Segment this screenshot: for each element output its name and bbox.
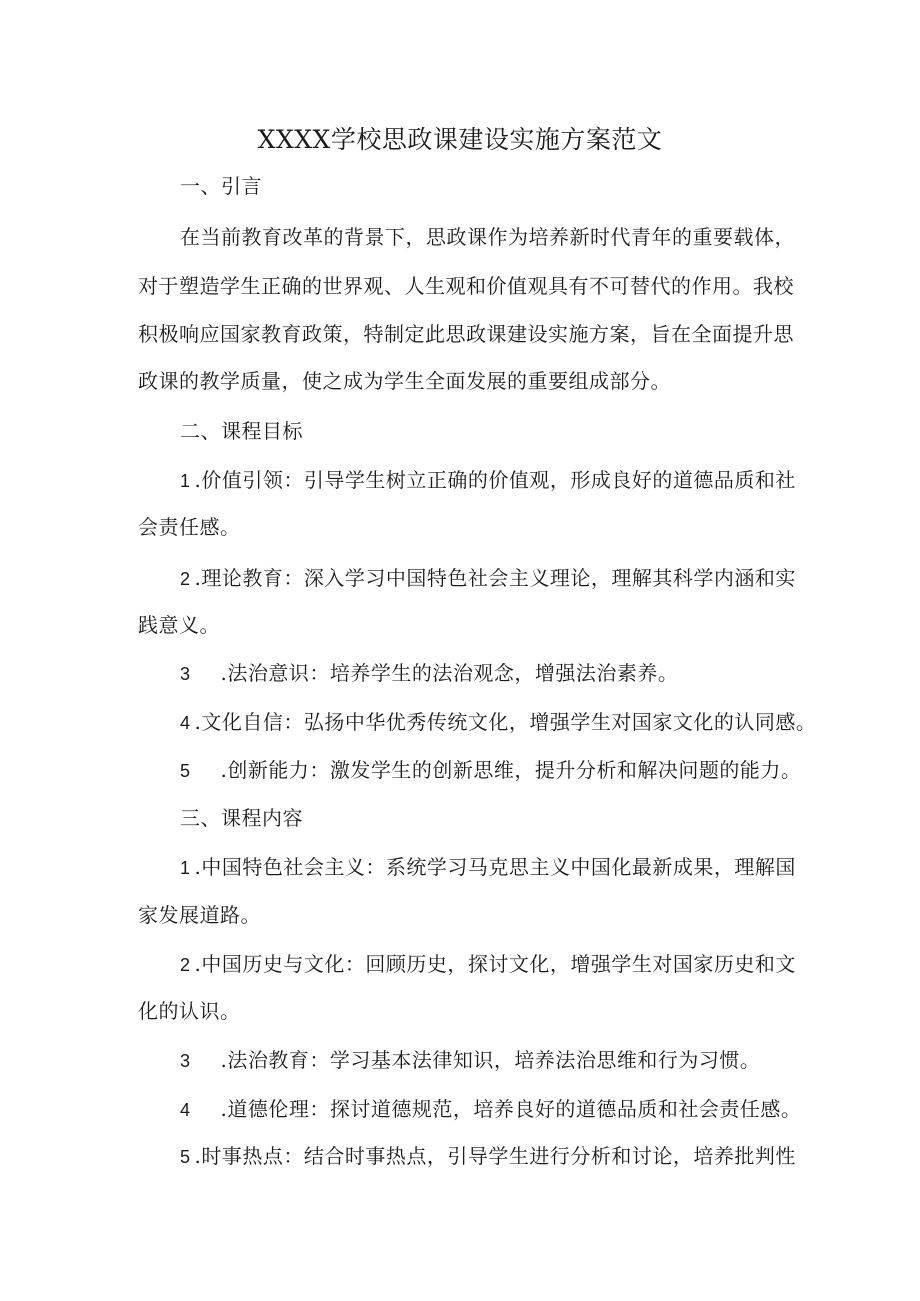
goal-item-3 [180,659,800,688]
list-item-text: .文化自信：弘扬中华优秀传统文化，增强学生对国家文化的认同感。 [194,710,817,734]
goal-item-5 [180,756,800,785]
list-number: 4 [180,1100,191,1120]
list-number: 2 [180,569,191,589]
content-item-1-continuation: 家发展道路。 [138,903,261,927]
goal-item-4 [180,708,817,737]
content-item-4 [180,1095,800,1124]
list-number: 5 [180,1147,191,1167]
content-item-3 [180,1046,800,1075]
content-item-1 [180,853,800,882]
goal-item-1 [180,466,800,495]
list-number: 4 [180,713,191,733]
content-item-2-continuation: 化的认识。 [138,999,241,1023]
content-item-5 [180,1142,800,1171]
content-item-2 [180,950,800,979]
section-heading-content: 三、课程内容 [180,806,303,830]
list-number: 5 [180,761,191,781]
list-item-text: .法治教育：学习基本法律知识，培养法治思维和行为习惯。 [220,1048,761,1072]
list-item-text: .法治意识：培养学生的法治观念，增强法治素养。 [220,661,679,685]
list-number: 3 [180,1051,191,1071]
intro-paragraph-line-3: 积极响应国家教育政策，特制定此思政课建设实施方案，旨在全面提升思 [138,322,794,346]
section-heading-intro: 一、引言 [180,174,262,198]
document-title: XXXX学校思政课建设实施方案范文 [257,125,663,154]
goal-item-2-continuation: 践意义。 [138,613,220,637]
list-item-text: .价值引领：引导学生树立正确的价值观，形成良好的道德品质和社 [194,468,796,492]
list-number: 1 [180,858,191,878]
section-heading-goals: 二、课程目标 [180,419,303,443]
list-item-text: .道德伦理：探讨道德规范，培养良好的道德品质和社会责任感。 [220,1097,802,1121]
goal-item-2 [180,564,800,593]
intro-paragraph-line-1: 在当前教育改革的背景下，思政课作为培养新时代青年的重要载体， [180,225,795,249]
list-item-text: .创新能力：激发学生的创新思维，提升分析和解决问题的能力。 [220,758,802,782]
list-number: 2 [180,955,191,975]
list-item-text: .时事热点：结合时事热点，引导学生进行分析和讨论，培养批判性 [194,1144,796,1168]
list-item-text: .中国特色社会主义：系统学习马克思主义中国化最新成果，理解国 [194,855,796,879]
intro-paragraph-line-4: 政课的教学质量，使之成为学生全面发展的重要组成部分。 [138,369,671,393]
list-number: 3 [180,664,191,684]
intro-paragraph-line-2: 对于塑造学生正确的世界观、人生观和价值观具有不可替代的作用。我校 [138,274,794,298]
list-number: 1 [180,471,191,491]
list-item-text: .理论教育：深入学习中国特色社会主义理论，理解其科学内涵和实 [194,566,796,590]
list-item-text: .中国历史与文化：回顾历史，探讨文化，增强学生对国家历史和文 [194,952,796,976]
goal-item-1-continuation: 会责任感。 [138,515,241,539]
